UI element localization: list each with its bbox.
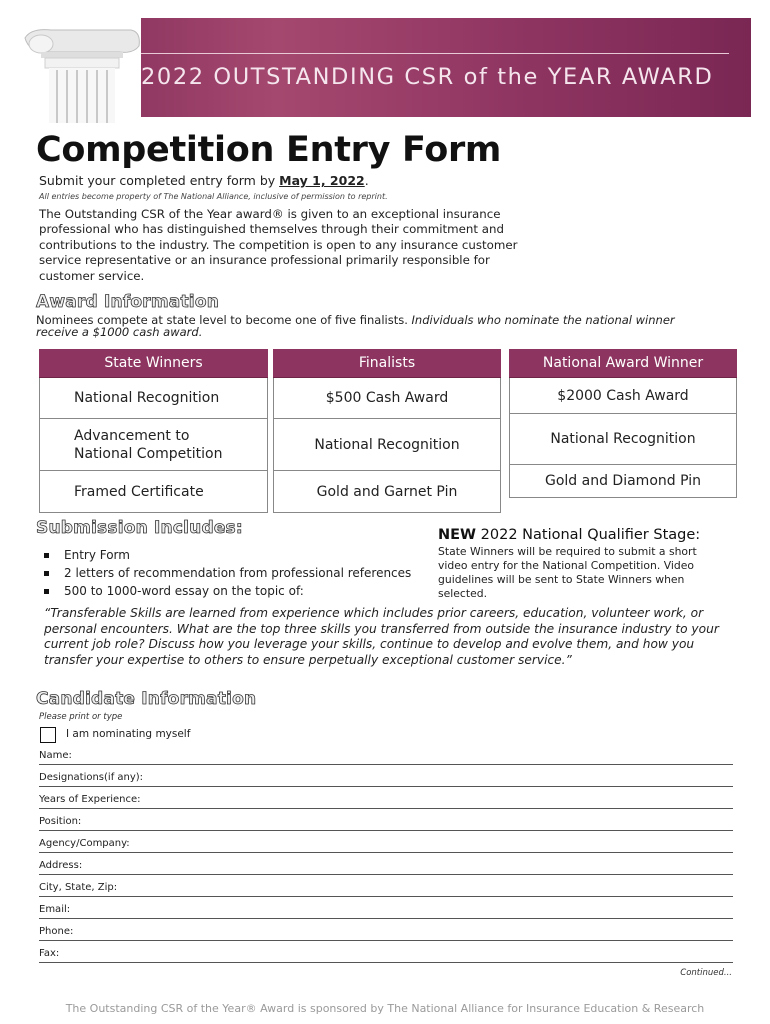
intro-paragraph: The Outstanding CSR of the Year award® is given to an exceptional insurance professional who has distinguished themselves through their commitment and contributions to the industry. The competition is open to any insurance customer service representative or an insurance professional primarily responsible for customer service.	[39, 207, 518, 283]
sponsor-footer: The Outstanding CSR of the Year® Award is sponsored by The National Alliance for Insurance Education & Research	[65, 1002, 705, 1015]
column-pillar-image	[21, 18, 141, 123]
new-stage-text: State Winners will be required to submit a short video entry for the National Competition. Video guidelines will be sent to State Winners when selected.	[438, 545, 697, 600]
address-field[interactable]	[39, 853, 733, 875]
submit-prefix: Submit your completed entry form by	[39, 173, 280, 188]
new-label: NEW	[438, 527, 477, 543]
field-label: Email:	[39, 904, 71, 915]
essay-topic-quote: “Transferable Skills are learned from experience which includes prior careers, education, volunteer work, or personal encounters. What are the top three skills you transferred from outside the insurance industry to your current job role? Discuss how you leverage your skills, continue to develop and evolve them, and how you transfer your expertise to others to ensure perpetually exceptional customer service.”	[44, 606, 719, 667]
field-label: Position:	[39, 816, 82, 827]
continued-note: Continued...	[680, 968, 732, 978]
award-cell: Advancement to National Competition	[39, 419, 268, 471]
submit-suffix: .	[364, 173, 369, 188]
award-cell: Framed Certificate	[39, 471, 268, 513]
field-label: Name:	[39, 750, 72, 761]
state-winners-column	[39, 349, 268, 513]
list-item: 2 letters of recommendation from professional references	[44, 564, 434, 582]
page-title: Competition Entry Form	[36, 130, 502, 170]
list-item: 500 to 1000-word essay on the topic of:	[44, 582, 434, 600]
national-winner-column	[509, 349, 737, 498]
field-label: Designations(if any):	[39, 772, 144, 783]
experience-field[interactable]	[39, 787, 733, 809]
new-title: 2022 National Qualifier Stage:	[476, 527, 701, 543]
award-cell: National Recognition	[273, 419, 501, 471]
award-cell: Gold and Garnet Pin	[273, 471, 501, 513]
new-stage-heading	[438, 527, 700, 543]
field-label: Years of Experience:	[39, 794, 141, 805]
nominate-self-label: I am nominating myself	[66, 728, 191, 740]
submission-list	[44, 546, 434, 600]
banner-title: 2022 OUTSTANDING CSR of the YEAR AWARD	[141, 64, 714, 90]
banner-rule	[141, 53, 729, 54]
finalists-column	[273, 349, 501, 513]
phone-field[interactable]	[39, 919, 733, 941]
nominate-self-checkbox[interactable]	[40, 727, 56, 743]
designations-field[interactable]	[39, 765, 733, 787]
candidate-heading: Candidate Information	[36, 689, 257, 709]
company-field[interactable]	[39, 831, 733, 853]
award-cell: National Recognition	[509, 414, 737, 465]
award-cell: Gold and Diamond Pin	[509, 465, 737, 498]
property-note: All entries become property of The National Alliance, inclusive of permission to reprint.	[39, 192, 388, 201]
field-label: Phone:	[39, 926, 74, 937]
submission-heading: Submission Includes:	[36, 518, 243, 538]
position-field[interactable]	[39, 809, 733, 831]
nominees-italic: Individuals who nominate the national winner receive a $1000 cash award.	[36, 313, 675, 339]
name-field[interactable]	[39, 743, 733, 765]
field-label: Fax:	[39, 948, 60, 959]
award-cell: $500 Cash Award	[273, 378, 501, 419]
field-label: City, State, Zip:	[39, 882, 118, 893]
field-label: Agency/Company:	[39, 838, 130, 849]
email-field[interactable]	[39, 897, 733, 919]
submit-date: May 1, 2022	[279, 173, 365, 188]
column-header: Finalists	[273, 349, 501, 378]
submit-deadline	[39, 173, 369, 188]
award-info-heading: Award Information	[36, 292, 220, 312]
column-header: State Winners	[39, 349, 268, 378]
print-note: Please print or type	[39, 712, 123, 722]
fax-field[interactable]	[39, 941, 733, 963]
nominees-plain: Nominees compete at state level to become one of five finalists.	[36, 313, 412, 327]
list-item: Entry Form	[44, 546, 434, 564]
nominees-text	[36, 314, 716, 338]
award-cell: National Recognition	[39, 378, 268, 419]
field-label: Address:	[39, 860, 83, 871]
column-header: National Award Winner	[509, 349, 737, 378]
award-cell: $2000 Cash Award	[509, 378, 737, 414]
city-state-zip-field[interactable]	[39, 875, 733, 897]
